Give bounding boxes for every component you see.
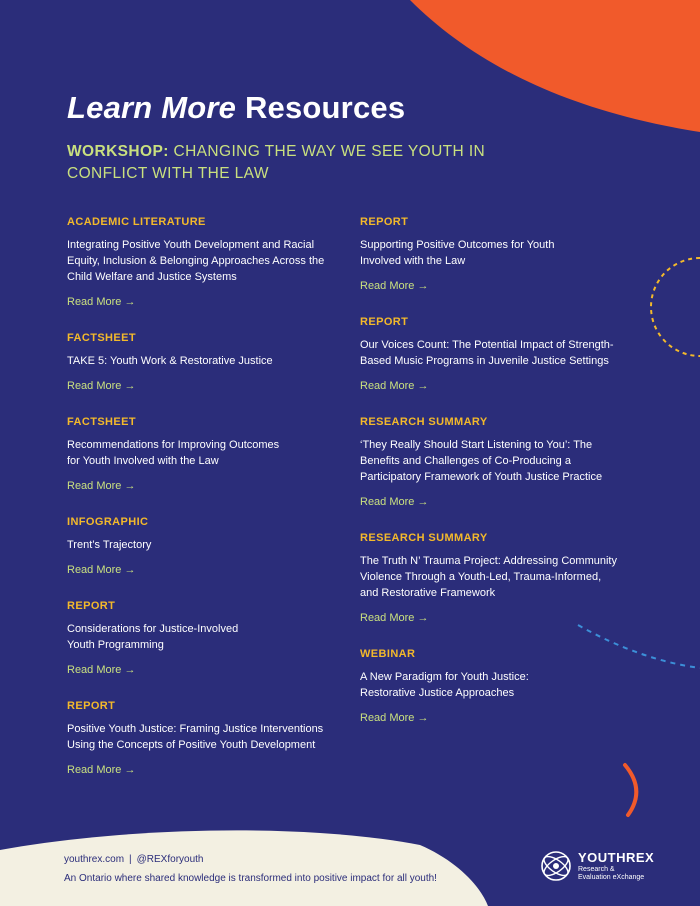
resource-item bbox=[360, 532, 640, 626]
resource-title: Trent’s Trajectory bbox=[67, 539, 152, 551]
website-link[interactable]: youthrex.com bbox=[64, 854, 125, 865]
resource-category: REPORT bbox=[360, 216, 409, 228]
orange-blob-shape bbox=[410, 0, 700, 132]
read-more-link[interactable]: Read More → bbox=[67, 380, 136, 392]
read-more-link[interactable]: Read More → bbox=[360, 380, 429, 392]
read-more-link[interactable]: Read More → bbox=[67, 564, 136, 576]
subtitle-prefix: WORKSHOP: bbox=[67, 143, 169, 160]
resource-category: FACTSHEET bbox=[67, 416, 136, 428]
cream-footer-shape bbox=[0, 830, 488, 906]
resource-title: A New Paradigm for Youth Justice: Restorative Justice Approaches bbox=[360, 671, 529, 699]
resource-item bbox=[360, 416, 640, 510]
subtitle-text: CHANGING THE WAY WE SEE YOUTH IN CONFLICT WITH THE LAW bbox=[67, 143, 486, 182]
resource-category: REPORT bbox=[360, 316, 409, 328]
resource-category: FACTSHEET bbox=[67, 332, 136, 344]
resource-title: Our Voices Count: The Potential Impact of Strength- Based Music Programs in Juvenile Justice Settings bbox=[360, 339, 614, 367]
footer-separator: | bbox=[129, 854, 132, 865]
resource-item bbox=[67, 216, 342, 310]
resource-title: ‘They Really Should Start Listening to You’: The Benefits and Challenges of Co-Producing a Participatory Framework of Youth Justice Practice bbox=[360, 439, 603, 483]
resource-item bbox=[67, 416, 342, 494]
read-more-link[interactable]: Read More → bbox=[67, 480, 136, 492]
resource-category: REPORT bbox=[67, 600, 116, 612]
resource-item bbox=[67, 600, 342, 678]
resource-item bbox=[67, 516, 342, 578]
resource-item bbox=[360, 648, 640, 726]
resource-title: Considerations for Justice-Involved Youth Programming bbox=[67, 623, 239, 651]
resource-category: REPORT bbox=[67, 700, 116, 712]
orange-swoosh-shape bbox=[625, 765, 636, 815]
read-more-link[interactable]: Read More → bbox=[360, 612, 429, 624]
read-more-link[interactable]: Read More → bbox=[67, 764, 136, 776]
resource-category: ACADEMIC LITERATURE bbox=[67, 216, 206, 228]
resource-item bbox=[360, 316, 640, 394]
social-handle-link[interactable]: @REXforyouth bbox=[136, 854, 204, 865]
footer-links bbox=[64, 854, 204, 865]
orange-arc-dashed bbox=[651, 258, 700, 356]
resource-title: Recommendations for Improving Outcomes for Youth Involved with the Law bbox=[67, 439, 280, 467]
resource-category: INFOGRAPHIC bbox=[67, 516, 149, 528]
logo-name: YOUTHREX bbox=[578, 849, 655, 865]
read-more-link[interactable]: Read More → bbox=[360, 496, 429, 508]
logo-wordmark bbox=[578, 851, 654, 882]
logo-subtitle: Research & Evaluation eXchange bbox=[578, 865, 645, 881]
resource-item bbox=[67, 332, 342, 394]
resource-title: TAKE 5: Youth Work & Restorative Justice bbox=[67, 355, 273, 367]
resource-category: WEBINAR bbox=[360, 648, 416, 660]
youthrex-logo-icon bbox=[538, 848, 574, 884]
resource-title: Supporting Positive Outcomes for Youth Involved with the Law bbox=[360, 239, 555, 267]
read-more-link[interactable]: Read More → bbox=[360, 712, 429, 724]
footer-tagline: An Ontario where shared knowledge is transformed into positive impact for all youth! bbox=[64, 873, 437, 884]
read-more-link[interactable]: Read More → bbox=[360, 280, 429, 292]
workshop-subtitle bbox=[67, 141, 487, 185]
resource-category: RESEARCH SUMMARY bbox=[360, 416, 488, 428]
resource-category: RESEARCH SUMMARY bbox=[360, 532, 488, 544]
read-more-link[interactable]: Read More → bbox=[67, 296, 136, 308]
read-more-link[interactable]: Read More → bbox=[67, 664, 136, 676]
youthrex-logo bbox=[538, 846, 668, 886]
resource-title: Positive Youth Justice: Framing Justice Interventions Using the Concepts of Positive Youth Development bbox=[67, 723, 324, 751]
resource-item bbox=[360, 216, 640, 294]
right-resource-column bbox=[360, 216, 640, 748]
resource-item bbox=[67, 700, 342, 778]
left-resource-column bbox=[67, 216, 342, 800]
resource-title: The Truth N’ Trauma Project: Addressing Community Violence Through a Youth-Led, Trauma-Informed, and Restorative Framework bbox=[360, 555, 617, 599]
resource-title: Integrating Positive Youth Development and Racial Equity, Inclusion & Belonging Approaches Across the Child Welfare and Justice Systems bbox=[67, 239, 325, 283]
page-title: Learn More Resources bbox=[67, 90, 406, 125]
